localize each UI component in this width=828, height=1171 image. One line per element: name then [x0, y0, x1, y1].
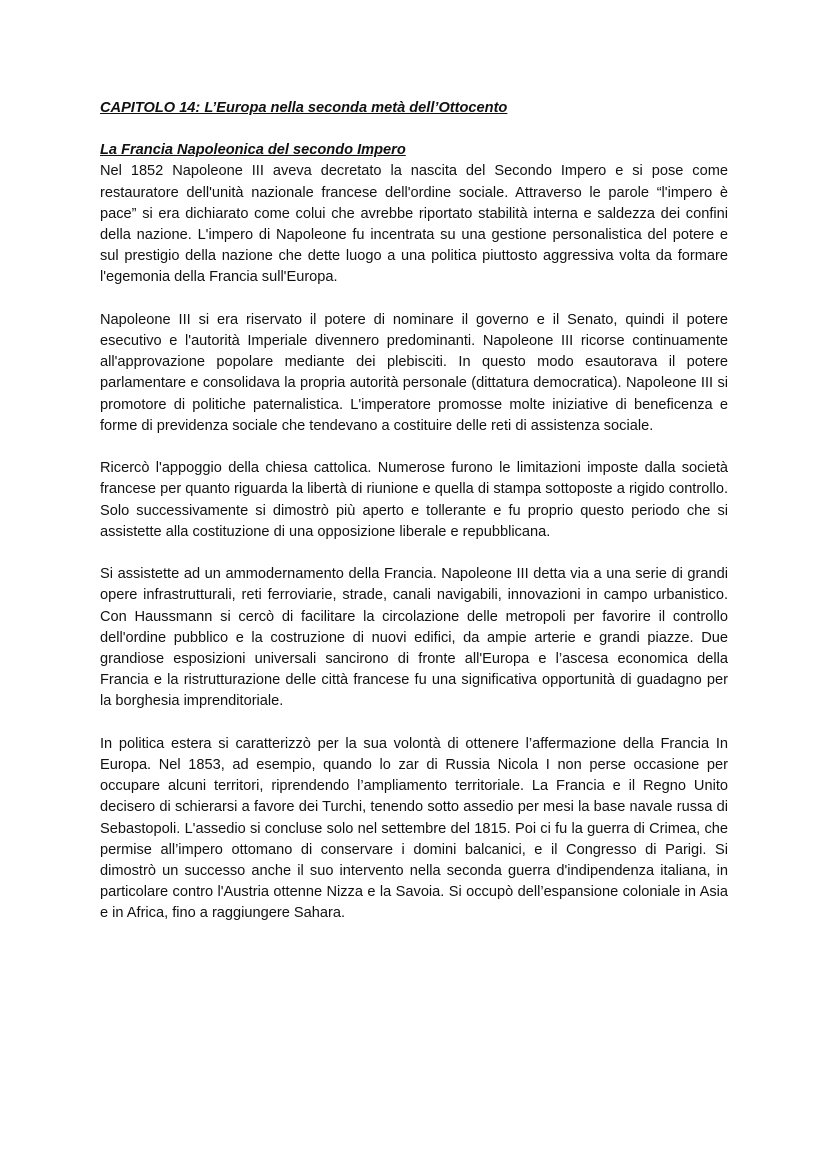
paragraph-5: In politica estera si caratterizzò per la sua volontà di ottenere l’affermazione della Francia In Europa. Nel 1853, ad esempio, quando lo zar di Russia Nicola I non perse occasione per occupare alcuni territori, riprendendo l’ampliamento territoriale. La Francia e il Regno Unito decisero di schierarsi a favore dei Turchi, tenendo sotto assedio per mesi la base navale russa di Sebastopoli. L'assedio si concluse solo nel settembre del 1815. Poi ci fu la guerra di Crimea, che permise all’impero ottomano di conservare i domini balcanici, e il Congresso di Parigi. Si dimostrò un successo anche il suo intervento nella seconda guerra d'indipendenza italiana, in particolare contro l'Austria ottenne Nizza e la Savoia. Si occupò dell’espansione coloniale in Asia e in Africa, fino a raggiungere Sahara.	[100, 735, 728, 922]
paragraph-2: Napoleone III si era riservato il potere di nominare il governo e il Senato, quindi il potere esecutivo e l'autorità Imperiale divennero predominanti. Napoleone III ricorse continuamente all'approvazione popolare mediante dei plebisciti. In questo modo esautorava il potere parlamentare e consolidava la propria autorità personale (dittatura democratica). Napoleone III si promotore di politiche paternalistica. L'imperatore promosse molte iniziative di beneficenza e forme di previdenza sociale che tendevano a costituire delle reti di assistenza sociale.	[100, 311, 728, 434]
paragraph-1: Nel 1852 Napoleone III aveva decretato la nascita del Secondo Impero e si pose come restauratore dell'unità nazionale francese dell'ordine sociale. Attraverso le parole “l'impero è pace” si era dichiarato come colui che avrebbe riportato stabilità interna e saldezza dei confini della nazione. L'impero di Napoleone fu incentrata su una gestione personalistica del potere e sul prestigio della nazione che dette luogo a una politica piuttosto aggressiva volta da formare l'egemonia della Francia sull'Europa.	[100, 163, 728, 286]
chapter-title: CAPITOLO 14: L’Europa nella seconda metà dell’Ottocento	[100, 100, 508, 116]
document-page	[100, 98, 728, 946]
paragraph-4: Si assistette ad un ammodernamento della Francia. Napoleone III detta via a una serie di grandi opere infrastrutturali, reti ferroviarie, strade, canali navigabili, innovazioni in campo urbanistico. Con Haussmann si cercò di facilitare la circolazione delle metropoli per favorire il controllo dell'ordine pubblico e la costruzione di nuovi edifici, da ampie arterie e grandi piazze. Due grandiose esposizioni universali sancirono di fronte all'Europa e l’ascesa economica della Francia e la ristrutturazione delle città francese fu una significativa opportunità di guadagno per la borghesia imprenditoriale.	[100, 566, 728, 710]
section-title: La Francia Napoleonica del secondo Impero	[100, 142, 406, 159]
paragraph-3: Ricercò l'appoggio della chiesa cattolica. Numerose furono le limitazioni imposte dalla società francese per quanto riguarda la libertà di riunione e quella di stampa sottoposte a rigido controllo. Solo successivamente si dimostrò più aperto e tollerante e fu proprio questo periodo che si assistette alla costituzione di una opposizione liberale e repubblicana.	[100, 460, 728, 540]
